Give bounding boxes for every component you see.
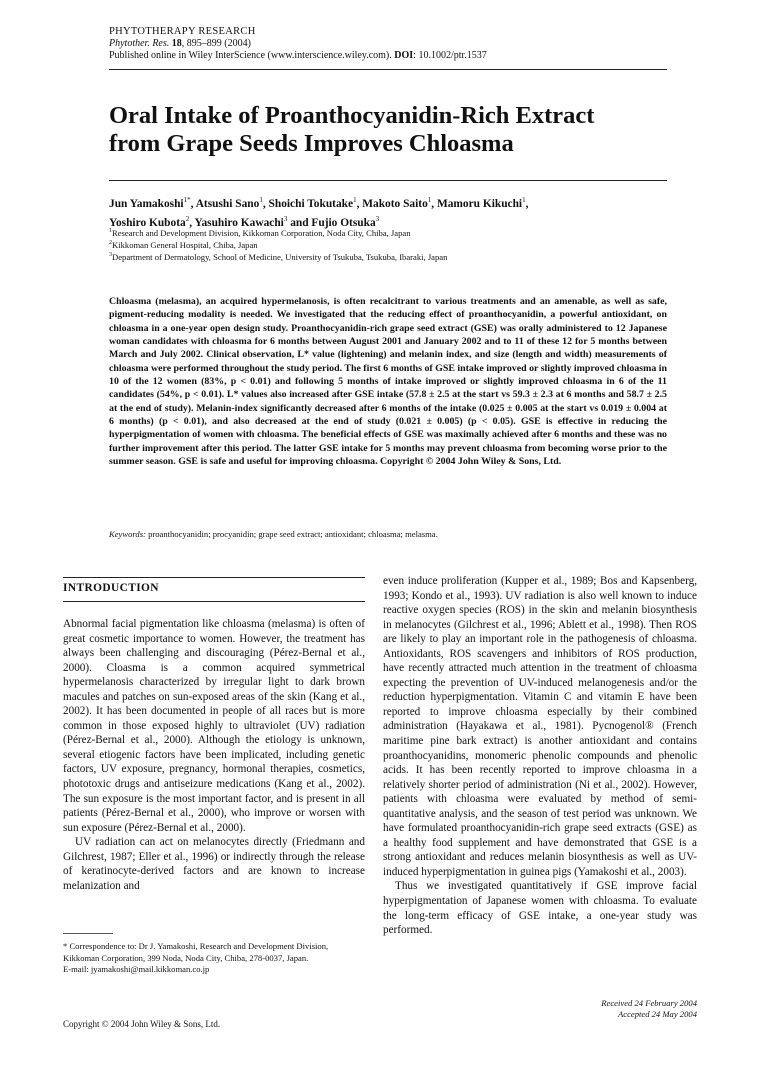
author-affiliation-marker: 1 — [522, 196, 526, 204]
author-affiliation-marker: 1* — [183, 196, 191, 204]
affiliation-marker: 3 — [109, 252, 112, 258]
author-name: Jun Yamakoshi — [109, 197, 184, 210]
affiliation-text: Kikkoman General Hospital, Chiba, Japan — [112, 239, 258, 250]
title-line-1: Oral Intake of Proanthocyanidin-Rich Extract — [109, 102, 595, 129]
author-name: Shoichi Tokutake — [268, 197, 354, 210]
intro-paragraph-3: even induce proliferation (Kupper et al., 1989; Bos and Kapsenberg, 1993; Kondo et al., 1993). UV radiation is also well known to induce reactive oxygen species (ROS) in the skin and melanin biosynthesis in melanocytes (Gilchrest et al., 1996; Ablett et al., 1998). Then ROS are likely to play an important role in the pathogenesis of chloasma. Antioxidants, ROS scavengers and inhibitors of ROS production, have recently attracted much attention in the treatment of chloasma expecting the prevention of UV-induced melanogenesis and/or the reduction hyperpigmentation. Vitamin C and vitamin E have been reported to improve chloasma especially by their combined administration (Hayakawa et al., 1981). Pycnogenol® (French maritime pine bark extract) is another antioxidant and contains proanthocyanidins, monomeric phenolic compounds and phenolic acids. It has been recently reported to improve chloasma in a relatively shorter period of administration (Ni et al., 2002). However, patients with chloasma were evaluated by method of semi-quantitative analysis, and the season of test period was unknown. We have formulated proanthocyanidin-rich grape seed extracts (GSE) as a healthy food supplement and have demonstrated that GSE is a strong antioxidant and reduces melanin biosynthesis as well as UV-induced hyperpigmentation in guinea pigs (Yamakoshi et al., 2003). — [383, 575, 697, 878]
copyright-notice: Copyright © 2004 John Wiley & Sons, Ltd. — [63, 1019, 221, 1029]
correspondence-text: * Correspondence to: Dr J. Yamakoshi, Research and Development Division, Kikkoman Corporation, 399 Noda, Noda City, Chiba, 278-0037, Japan. — [63, 941, 329, 963]
intro-left-column — [63, 617, 365, 893]
author-name: Mamoru Kikuchi — [436, 197, 523, 210]
correspondence-footnote — [63, 941, 365, 976]
intro-paragraph-4: Thus we investigated quantitatively if GSE improve facial hyperpigmentation of Japanese women with chloasma. To evaluate the long-term efficacy of GSE intake, a one-year study was performed. — [383, 880, 697, 937]
citation-journal: Phytother. Res. — [109, 38, 170, 49]
citation-pages: , 895–899 (2004) — [181, 38, 251, 49]
accepted-date: Accepted 24 May 2004 — [618, 1009, 697, 1019]
author-affiliation-marker: 3 — [375, 214, 380, 223]
footnote-rule — [63, 933, 113, 934]
received-dates — [440, 998, 697, 1020]
author-name: Yoshiro Kubota — [109, 216, 186, 229]
affiliation-text: Department of Dermatology, School of Medicine, University of Tsukuba, Tsukuba, Ibaraki, Japan — [112, 251, 448, 262]
doi-label: DOI — [394, 50, 414, 61]
affiliation-marker: 1 — [109, 228, 112, 234]
author-name: Fujio Otsuka — [311, 216, 376, 229]
published-online: Published online in Wiley InterScience (www.interscience.wiley.com). — [109, 50, 392, 61]
intro-paragraph-2: UV radiation can act on melanocytes directly (Friedmann and Gilchrest, 1987; Eller et al., 1996) or indirectly through the release of keratinocyte-derived factors and are known to increase melanization and — [63, 836, 365, 892]
title-line-2: from Grape Seeds Improves Chloasma — [109, 130, 514, 157]
journal-citation — [109, 38, 251, 49]
keywords — [109, 529, 667, 539]
correspondence-email[interactable]: E-mail: jyamakoshi@mail.kikkoman.co.jp — [63, 964, 210, 974]
citation-volume: 18 — [171, 38, 182, 49]
section-heading-introduction: INTRODUCTION — [63, 582, 159, 594]
intro-right-column — [383, 574, 697, 938]
author-affiliation-marker: 2 — [185, 214, 190, 223]
keywords-label: Keywords: — [109, 529, 146, 539]
section-rule-bottom — [63, 601, 365, 602]
affiliation-marker: 2 — [109, 240, 112, 246]
author-name: Makoto Saito — [362, 197, 428, 210]
header-rule — [109, 69, 667, 70]
keywords-text: proanthocyanidin; procyanidin; grape seed extract; antioxidant; chloasma; melasma. — [145, 529, 438, 539]
paper-title — [109, 102, 669, 158]
doi: : 10.1002/ptr.1537 — [413, 50, 487, 61]
received-date: Received 24 February 2004 — [601, 998, 697, 1008]
author-affiliation-marker: 1 — [259, 196, 263, 204]
author-list: Jun Yamakoshi$^{1*}$, Atsushi Sano$^1$, Shoichi Tokutake$^1$, Makoto Saito$^1$, Mamoru Kikuchi$^1$, Yoshiro Kubota$^2$, Yasuhiro Kawachi$^3$ and Fujio Otsuka$^3$ — [109, 196, 529, 229]
author-name: Atsushi Sano — [195, 197, 260, 210]
title-rule — [109, 180, 667, 181]
journal-name: PHYTOTHERAPY RESEARCH — [109, 26, 256, 37]
published-online-line — [109, 50, 487, 61]
affiliation-3 — [109, 249, 669, 263]
author-affiliation-marker: 1 — [353, 196, 357, 204]
intro-paragraph-1: Abnormal facial pigmentation like chloasma (melasma) is often of great cosmetic importance to women. However, the treatment has always been challenging and discouraging (Pérez-Bernal et al., 2000). Cloasma is a common acquired symmetrical hypermelanosis characterized by irregular light to dark brown macules and patches on sun-exposed areas of the skin (Kang et al., 2002). It has been documented in people of all races but is more common in those exposed highly to ultraviolet (UV) radiation (Pérez-Bernal et al., 2000). Although the etiology is unknown, several etiogenic factors have been implicated, including genetic factors, UV exposure, pregnancy, hormonal therapies, cosmetics, phototoxic drugs and antiseizure medications (Kang et al., 2002). The sun exposure is the most important factor, and is present in all patients (Pérez-Bernal et al., 2000), who improve or worsen with sun exposure (Pérez-Bernal et al., 2000). — [63, 618, 365, 834]
abstract: Chloasma (melasma), an acquired hypermelanosis, is often recalcitrant to various treatments and an amenable, as well as safe, pigment-reducing modality is needed. We investigated that the reducing effect of proanthocyanidin, a powerful antioxidant, on chloasma in a one-year open design study. Proanthocyanidin-rich grape seed extract (GSE) was orally administered to 12 Japanese woman candidates with chloasma for 6 months between August 2001 and January 2002 and to 11 of these 12 for 5 months between March and July 2002. Clinical observation, L* value (lightening) and melanin index, and size (length and width) measurements of chloasma were performed throughout the study period. The first 6 months of GSE intake improved or slightly improved chloasma in 10 of the 12 women (83%, p < 0.01) and following 5 months of intake improved or slightly improved chloasma in 6 of the 11 candidates (54%, p < 0.01). L* values also increased after GSE intake (57.8 ± 2.5 at the start vs 59.3 ± 2.3 at 6 months and 58.7 ± 2.5 at the end of study). Melanin-index significantly decreased after 6 months of the intake (0.025 ± 0.005 at the start vs 0.019 ± 0.004 at 6 months) (p < 0.01), and also decreased at the end of study (0.021 ± 0.005) (p < 0.05). GSE is effective in reducing the hyperpigmentation of women with chloasma. The beneficial effects of GSE was maximally achieved after 6 months and these was no further improvement after this period. The latter GSE intake for 5 months may prevent chloasma from becoming worse prior to the summer season. GSE is safe and useful for improving chloasma. Copyright © 2004 John Wiley & Sons, Ltd. — [109, 296, 667, 468]
section-rule-top — [63, 577, 365, 578]
affiliation-text: Research and Development Division, Kikkoman Corporation, Noda City, Chiba, Japan — [112, 227, 411, 238]
author-affiliation-marker: 3 — [283, 214, 288, 223]
author-name: Yasuhiro Kawachi — [194, 216, 284, 229]
author-affiliation-marker: 1 — [427, 196, 432, 204]
